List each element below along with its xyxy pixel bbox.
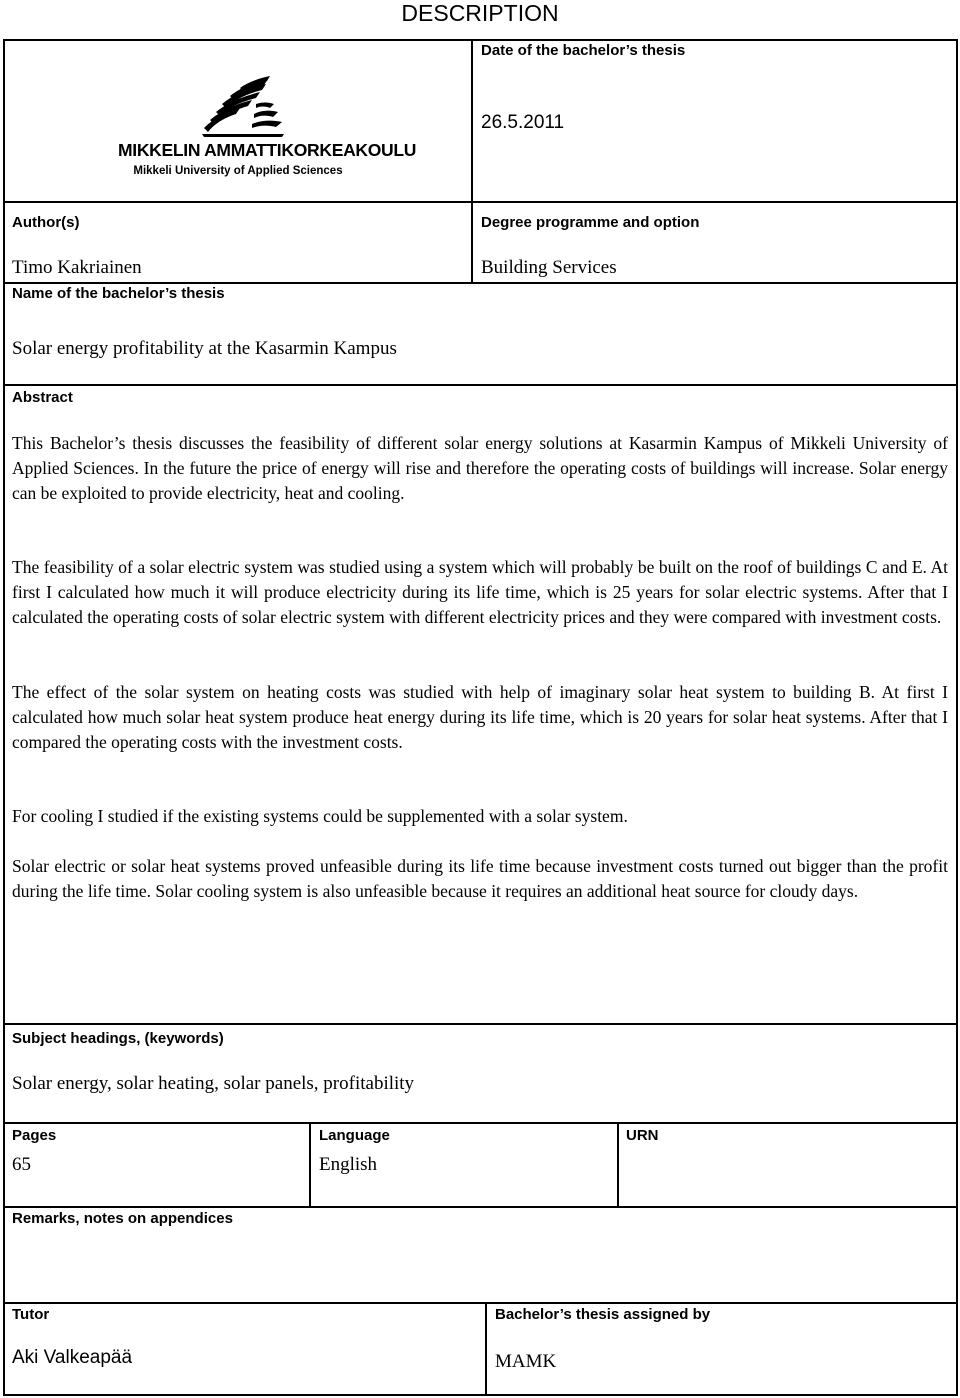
language-divider: [617, 1123, 619, 1207]
abstract-paragraph: Solar electric or solar heat systems proved unfeasible during its life time because investment costs turned out bigger than the profit during the life time. Solar cooling system is also unfeasible because it requires an additional heat source for cloudy days.: [12, 856, 948, 901]
page-title: DESCRIPTION: [401, 0, 559, 26]
pages-divider: [309, 1123, 311, 1207]
logo-name: MIKKELIN AMMATTIKORKEAKOULU: [118, 140, 417, 160]
tutor-value: Aki Valkeapää: [12, 1347, 133, 1368]
thesis-name-value: Solar energy profitability at the Kasarmin Kampus: [12, 338, 397, 359]
tutor-divider: [485, 1303, 487, 1395]
thesis-name-bottom-line: [4, 384, 957, 386]
keywords-label: Subject headings, (keywords): [12, 1030, 224, 1047]
remarks-bottom-line: [4, 1302, 957, 1304]
tutor-label: Tutor: [12, 1306, 50, 1323]
urn-label: URN: [626, 1127, 659, 1144]
abstract-paragraph: For cooling I studied if the existing systems could be supplemented with a solar system.: [12, 806, 628, 826]
pages-label: Pages: [12, 1127, 57, 1144]
header-bottom-line: [4, 201, 957, 203]
abstract-bottom-line: [4, 1023, 957, 1025]
pages-value: 65: [12, 1154, 31, 1175]
language-label: Language: [319, 1127, 390, 1144]
degree-value: Building Services: [481, 257, 617, 278]
abstract-paragraph: This Bachelor’s thesis discusses the feasibility of different solar energy solutions at Kasarmin Kampus of Mikkeli University of Applied Sciences. In the future the price of energy will rise and therefore the operating costs of buildings will increase. Solar energy can be exploited to provide electricity, heat and cooling.: [12, 433, 948, 503]
university-logo: [118, 74, 417, 184]
date-value: 26.5.2011: [481, 112, 565, 133]
assigned-by-value: MAMK: [495, 1351, 557, 1372]
date-label: Date of the bachelor’s thesis: [481, 42, 686, 59]
remarks-label: Remarks, notes on appendices: [12, 1210, 233, 1227]
abstract-label: Abstract: [12, 389, 73, 406]
pages-bottom-line: [4, 1206, 957, 1208]
abstract-paragraph: The effect of the solar system on heating costs was studied with help of imaginary solar heat system to building B. At first I calculated how much solar heat system produce heat energy during its life time, which is 20 years for solar heat systems. After that I compared the operating costs with the investment costs.: [12, 682, 948, 752]
keywords-value: Solar energy, solar heating, solar panels, profitability: [12, 1073, 415, 1094]
degree-label: Degree programme and option: [481, 214, 700, 231]
abstract-paragraph: The feasibility of a solar electric system was studied using a system which will probably be built on the roof of buildings C and E. At first I calculated how much it will produce electricity during its life time, which is 25 years for solar electric systems. After that I calculated the operating costs of solar electric system with different electricity prices and they were compared with investment costs.: [12, 557, 948, 627]
author-value: Timo Kakriainen: [12, 257, 142, 278]
logo-subtitle: Mikkeli University of Applied Sciences: [133, 165, 343, 177]
header-divider: [471, 40, 473, 282]
book-pages-logo-icon: [118, 74, 358, 138]
keywords-bottom-line: [4, 1122, 957, 1124]
thesis-name-label: Name of the bachelor’s thesis: [12, 285, 225, 302]
degree-bottom-line: [471, 282, 957, 284]
author-bottom-line: [4, 282, 472, 284]
language-value: English: [319, 1154, 378, 1175]
assigned-by-label: Bachelor’s thesis assigned by: [495, 1306, 711, 1323]
author-label: Author(s): [12, 214, 80, 231]
